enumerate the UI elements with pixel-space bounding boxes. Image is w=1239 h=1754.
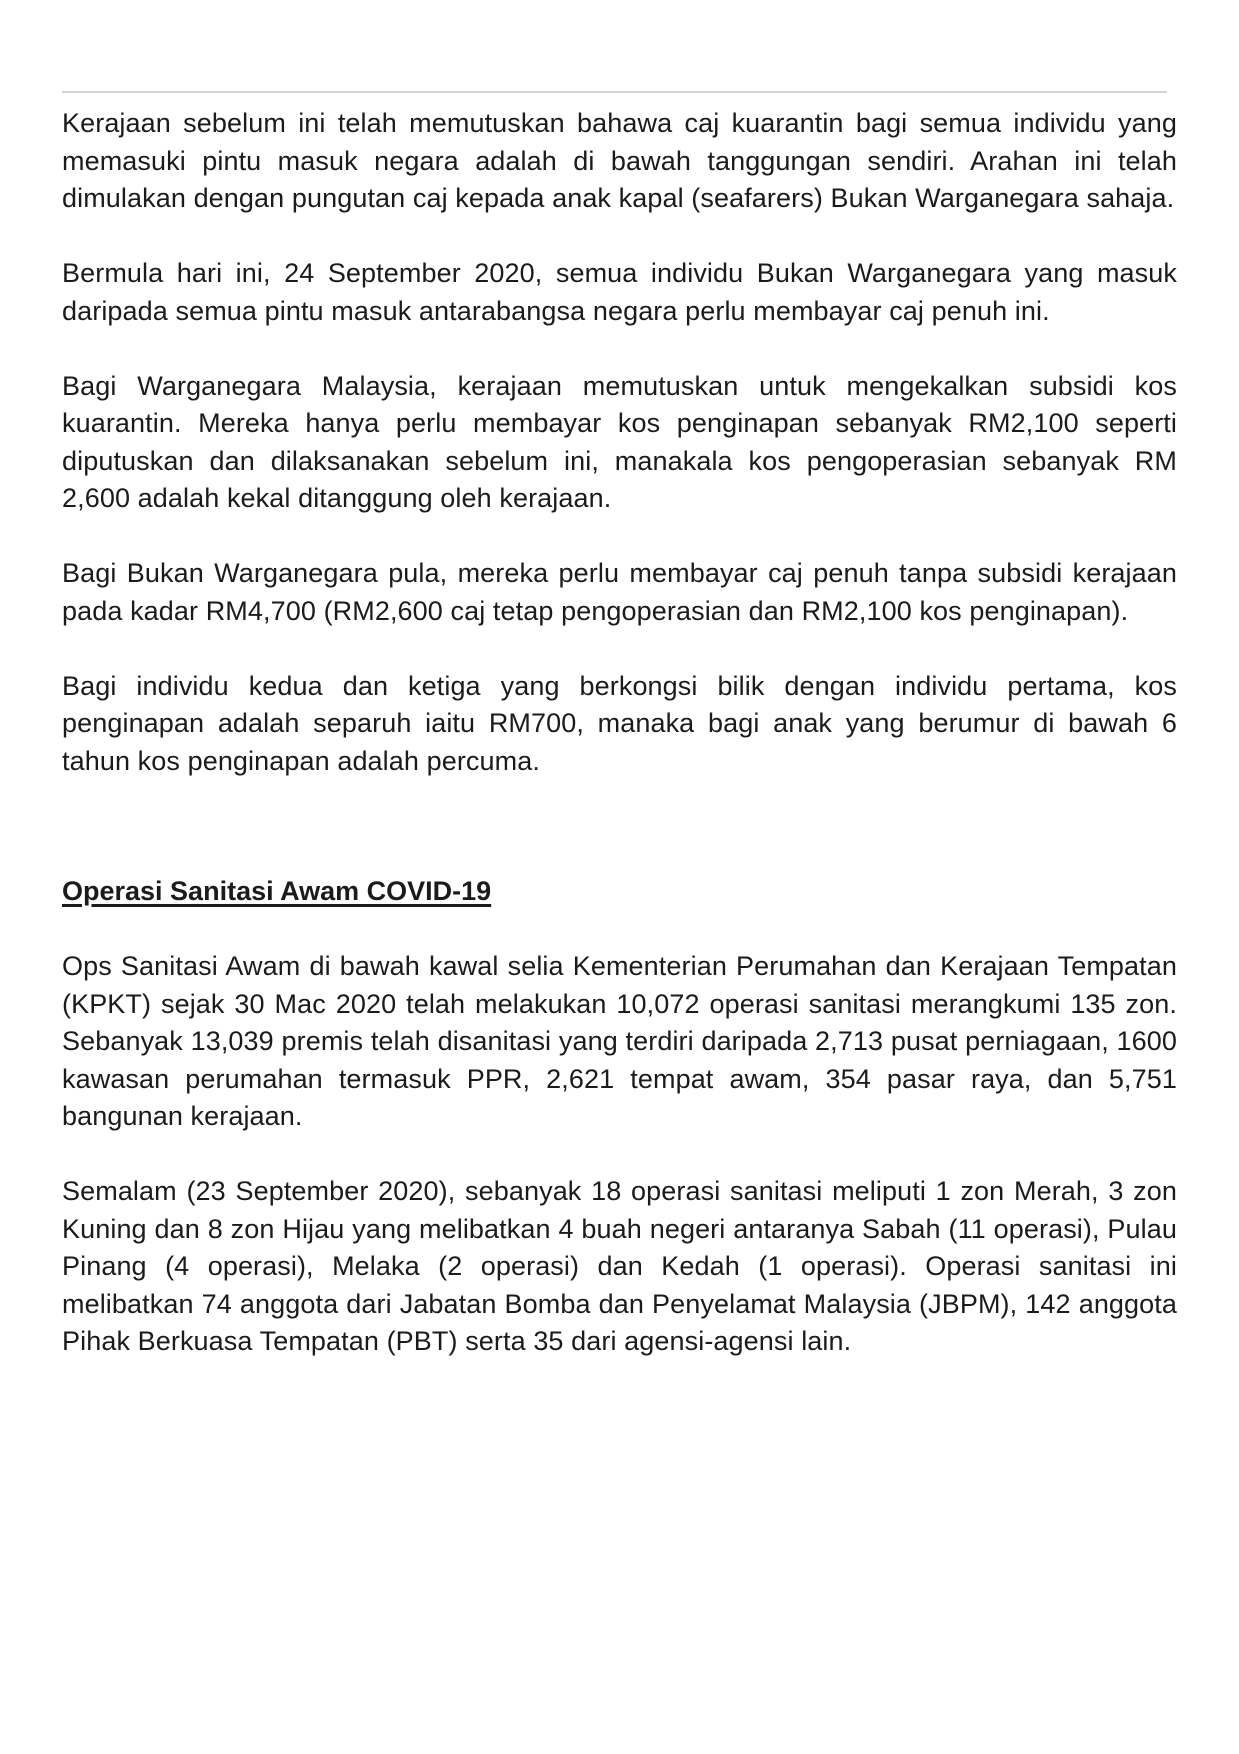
section-heading-text: Operasi Sanitasi Awam COVID-19 — [62, 876, 492, 906]
para-effective-date: Bermula hari ini, 24 September 2020, semua individu Bukan Warganegara yang masuk daripada semua pintu masuk antarabangsa negara perlu membayar caj penuh ini. — [62, 258, 1177, 326]
para-noncitizen-charge: Bagi Bukan Warganegara pula, mereka perlu membayar caj penuh tanpa subsidi kerajaan pada kadar RM4,700 (RM2,600 caj tetap pengoperasian dan RM2,100 kos penginapan). — [62, 558, 1177, 626]
para-sanitation-summary: Ops Sanitasi Awam di bawah kawal selia Kementerian Perumahan dan Kerajaan Tempatan (KPKT) sejak 30 Mac 2020 telah melakukan 10,072 operasi sanitasi merangkumi 135 zon. Sebanyak 13,039 premis telah disanitasi yang terdiri daripada 2,713 pusat perniagaan, 1600 kawasan perumahan termasuk PPR, 2,621 tempat awam, 354 pasar raya, dan 5,751 bangunan kerajaan. — [62, 951, 1177, 1131]
para-shared-room-cost: Bagi individu kedua dan ketiga yang berkongsi bilik dengan individu pertama, kos penginapan adalah separuh iaitu RM700, manaka bagi anak yang berumur di bawah 6 tahun kos penginapan adalah percuma. — [62, 670, 1177, 776]
para-sanitation-yesterday: Semalam (23 September 2020), sebanyak 18 operasi sanitasi meliputi 1 zon Merah, 3 zon Kuning dan 8 zon Hijau yang melibatkan 4 buah negeri antaranya Sabah (11 operasi), Pulau Pinang (4 operasi), Melaka (2 operasi) dan Kedah (1 operasi). Operasi sanitasi ini melibatkan 74 anggota dari Jabatan Bomba dan Penyelamat Malaysia (JBPM), 142 anggota Pihak Berkuasa Tempatan (PBT) serta 35 dari agensi-agensi lain. — [62, 1176, 1177, 1356]
para-citizen-subsidy: Bagi Warganegara Malaysia, kerajaan memutuskan untuk mengekalkan subsidi kos kuarantin. Mereka hanya perlu membayar kos penginapan sebanyak RM2,100 seperti diputuskan dan dilaksanakan sebelum ini, manakala kos pengoperasian sebanyak RM 2,600 adalah kekal ditanggung oleh kerajaan. — [62, 370, 1177, 513]
top-divider — [62, 91, 1167, 93]
section-heading-sanitation — [62, 873, 1177, 911]
para-quarantine-policy: Kerajaan sebelum ini telah memutuskan bahawa caj kuarantin bagi semua individu yang memasuki pintu masuk negara adalah di bawah tanggungan sendiri. Arahan ini telah dimulakan dengan pungutan caj kepada anak kapal (seafarers) Bukan Warganegara sahaja. — [62, 108, 1177, 213]
